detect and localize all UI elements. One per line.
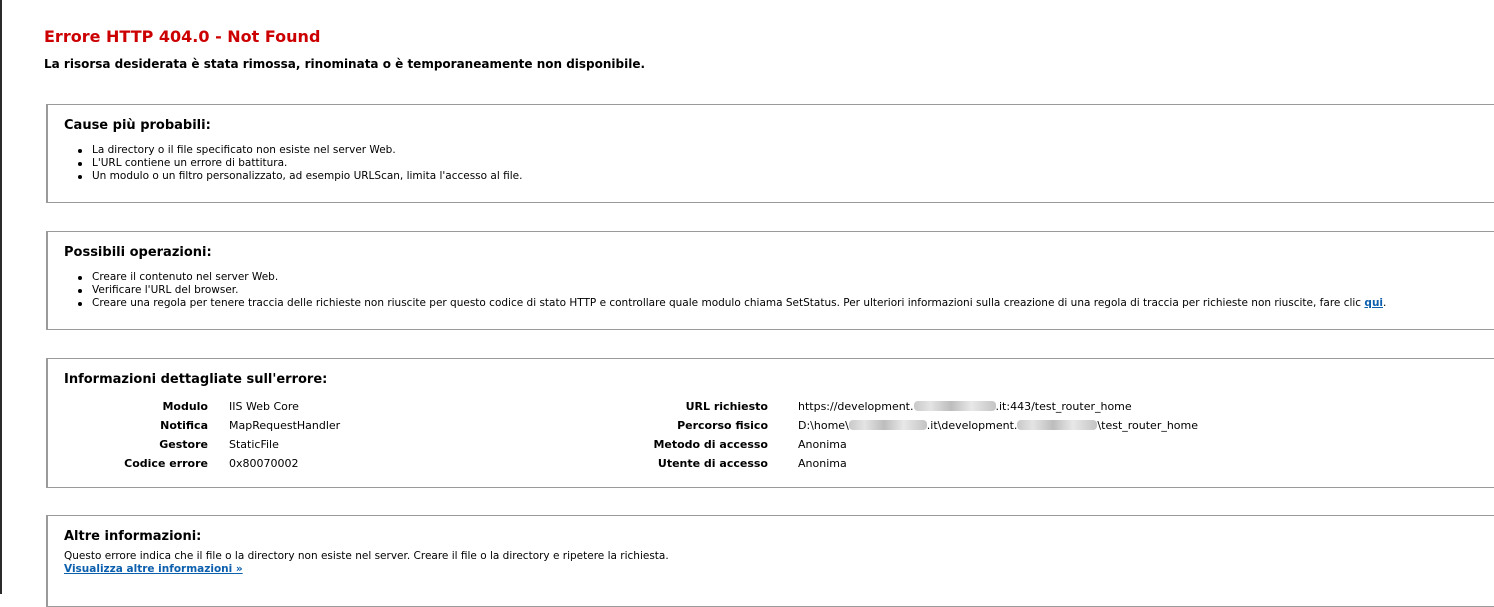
redacted-blur	[849, 420, 927, 430]
detail-value-url	[798, 400, 1132, 413]
redacted-blur	[914, 401, 996, 411]
list-item: L'URL contiene un errore di battitura.	[92, 157, 522, 170]
detail-value-gestore: StaticFile	[229, 438, 279, 451]
actions-heading: Possibili operazioni:	[64, 245, 212, 260]
path-prefix: D:\home\	[798, 419, 849, 432]
more-info-link[interactable]: Visualizza altre informazioni »	[64, 563, 243, 575]
causes-box	[46, 104, 1494, 203]
actions-list	[92, 271, 1386, 310]
detail-label-utente: Utente di accesso	[657, 457, 768, 470]
redacted-blur	[1017, 420, 1097, 430]
detail-label-url: URL richiesto	[685, 400, 768, 413]
detail-label-percorso: Percorso fisico	[677, 419, 768, 432]
detail-label-modulo: Modulo	[162, 400, 208, 413]
causes-list	[92, 144, 522, 183]
trace-rule-text: Creare una regola per tenere traccia delle richieste non riuscite per questo codice di stato HTTP e controllare quale modulo chiama SetStatus. Per ulteriori informazioni sulla creazione di una regola di traccia per richieste non riuscite, fare clic	[92, 297, 1365, 309]
list-item: Verificare l'URL del browser.	[92, 284, 1386, 297]
detail-label-metodo: Metodo di accesso	[653, 438, 768, 451]
window-left-edge	[0, 0, 2, 594]
list-item: Un modulo o un filtro personalizzato, ad esempio URLScan, limita l'accesso al file.	[92, 170, 523, 182]
detail-label-gestore: Gestore	[159, 438, 208, 451]
detail-label-notifica: Notifica	[160, 419, 208, 432]
qui-link[interactable]: qui	[1364, 297, 1384, 309]
detail-value-percorso	[798, 419, 1198, 432]
detail-label-codice-errore: Codice errore	[124, 457, 208, 470]
detail-value-utente: Anonima	[798, 457, 847, 470]
actions-box	[46, 231, 1494, 330]
detail-value-codice-errore: 0x80070002	[229, 457, 299, 470]
list-item-trace-rule	[92, 297, 1386, 310]
more-info-heading: Altre informazioni:	[64, 529, 202, 544]
error-title: Errore HTTP 404.0 - Not Found	[44, 27, 321, 46]
url-prefix: https://development.	[798, 400, 914, 413]
error-subtitle: La risorsa desiderata è stata rimossa, rinominata o è temporaneamente non disponibile.	[44, 57, 646, 71]
url-suffix: .it:443/test_router_home	[995, 400, 1132, 413]
path-middle: .it\development.	[926, 419, 1018, 432]
details-heading: Informazioni dettagliate sull'errore:	[64, 372, 328, 387]
detail-value-metodo: Anonima	[798, 438, 847, 451]
causes-heading: Cause più probabili:	[64, 118, 211, 133]
trace-rule-suffix: .	[1383, 297, 1387, 309]
path-suffix: \test_router_home	[1097, 419, 1199, 432]
detail-value-notifica: MapRequestHandler	[229, 419, 341, 432]
details-box	[46, 358, 1494, 488]
more-info-box	[46, 515, 1494, 607]
detail-value-modulo: IIS Web Core	[229, 400, 299, 413]
more-info-link-wrap	[64, 563, 243, 575]
list-item: La directory o il file specificato non esiste nel server Web.	[92, 144, 522, 157]
more-info-text: Questo errore indica che il file o la directory non esiste nel server. Creare il file o la directory e ripetere la richiesta.	[64, 550, 669, 562]
list-item: Creare il contenuto nel server Web.	[92, 271, 1386, 284]
